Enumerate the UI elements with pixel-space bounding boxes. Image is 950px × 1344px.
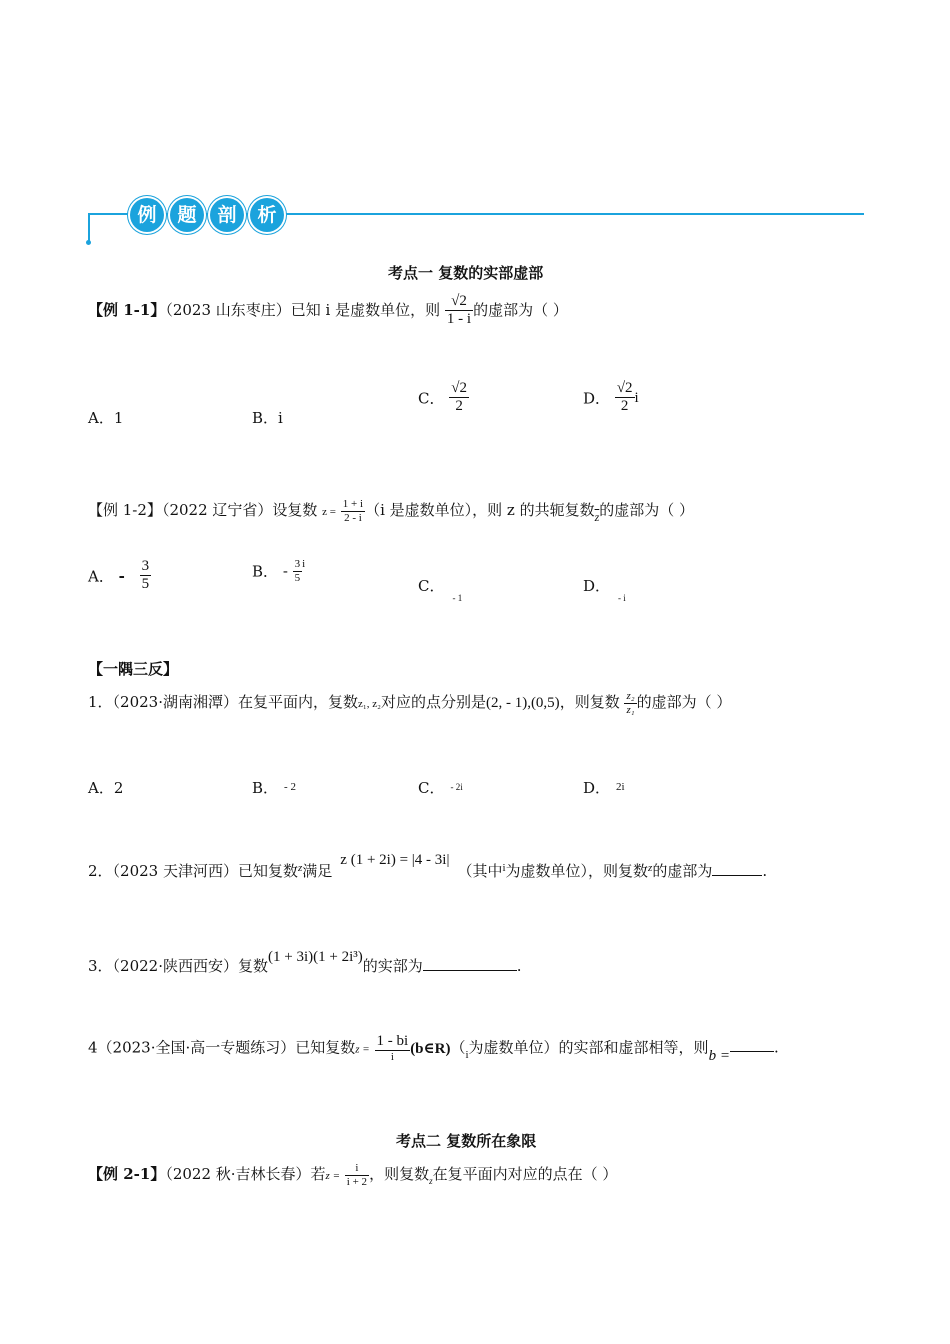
fraction: $\frac{√2}{2}$ (616, 380, 633, 415)
example-1-1 (88, 293, 568, 329)
equation: z (1 + 2i) = |4 - 3i| (340, 852, 450, 868)
banner-char-4: 析 (250, 198, 284, 232)
option-a: A．2 (88, 779, 124, 797)
section-title-1: 考点一 复数的实部虚部 (388, 264, 544, 282)
example-tail: 的虚部为（ ） (473, 300, 568, 319)
banner-char-2: 题 (170, 198, 204, 232)
question-4: 4（2023·全国·高一专题练习）已知复数z = $\frac{1 - bi}{i}$ $(b\in R)(_i$为虚数单位）的实部和虚部相等，则b = . (88, 1033, 779, 1065)
option-b: B． $^{- 2}$ (252, 779, 296, 797)
example-label: 【例 1-2】 (88, 501, 162, 520)
fraction: $\frac{3}{5}$ (141, 558, 150, 593)
answer-blank (423, 970, 517, 971)
example-2-1: 【例 2-1】（2022 秋·吉林长春）若z = $\frac{i}{i + 2}$ ，则复数$_z$在复平面内对应的点在（ ） (88, 1162, 618, 1188)
fraction: $\frac{\text{z₂}}{\text{z₁}}$ (626, 690, 635, 716)
option-b: B．i (252, 409, 283, 427)
practice-title: 【一隅三反】 (88, 660, 179, 678)
fraction: $\frac{3}{5}$ (294, 558, 301, 584)
option-c: C．$_{- 1}$ (418, 577, 463, 603)
section-title-2: 考点二 复数所在象限 (396, 1132, 537, 1150)
example-source: （2023 山东枣庄）已知 i 是虚数单位，则 (165, 300, 441, 319)
option-d: D． $\frac{√2}{2}$ i (583, 380, 639, 415)
fraction: $\frac{1 + i}{2 - i}$ (342, 498, 364, 524)
option-d: D． $^{2i}$ (583, 779, 625, 797)
option-a: A．1 (88, 409, 124, 427)
question-2: 2．（2023 天津河西）已知复数$^z$满足z (1 + 2i) = |4 - 3i|（其中$^i$为虚数单位），则复数$^z$的虚部为 . (88, 852, 768, 880)
example-label: 【例 2-1】 (88, 1165, 166, 1184)
example-1-2: 【例 1-2】（2022 辽宁省）设复数 z = $\frac{1 + i}{2 - i}$ （i 是虚数单位），则 z 的共轭复数$_{\overline{z}}$的虚部为（ ） (88, 498, 695, 525)
example-label: 【例 1-1】 (88, 300, 166, 319)
fraction: $\frac{i}{i + 2}$ (346, 1162, 368, 1188)
fraction: $\frac{√2}{1 - i}$ (446, 293, 472, 328)
option-b: B． - $\frac{3}{5}$ $^i$ (252, 558, 306, 584)
option-c: C． $^{- 2i}$ (418, 779, 463, 797)
option-a: A． - $\frac{3}{5}$ (88, 558, 150, 593)
example-source: （2022 辽宁省）设复数 (161, 501, 318, 520)
fraction: $\frac{1 - bi}{i}$ (376, 1033, 409, 1064)
banner-dot (86, 240, 91, 245)
question-3: 3．（2022·陕西西安）复数(1 + 3i)(1 + 2i³)的实部为 . (88, 949, 522, 975)
answer-blank (712, 875, 762, 876)
example-source: （2022 秋·吉林长春）若 (165, 1165, 326, 1184)
fraction: $\frac{√2}{2}$ (451, 380, 467, 415)
expression: (1 + 3i)(1 + 2i³) (268, 949, 363, 965)
question-1: 1．（2023·湖南湘潭）在复平面内，复数z₁, z₂对应的点分别是(2, - 1),(0,5)，则复数 $\frac{\text{z₂}}{\text{z₁}}$ 的虚部为（ ） (88, 690, 732, 716)
banner-tick (88, 213, 90, 243)
answer-blank (730, 1051, 774, 1052)
option-d: D．$_{- i}$ (583, 577, 626, 603)
option-c: C． $\frac{√2}{2}$ (418, 380, 467, 415)
banner-line (88, 213, 864, 215)
conjugate-z: z (594, 510, 600, 525)
banner-char-1: 例 (130, 198, 164, 232)
banner-char-3: 剖 (210, 198, 244, 232)
